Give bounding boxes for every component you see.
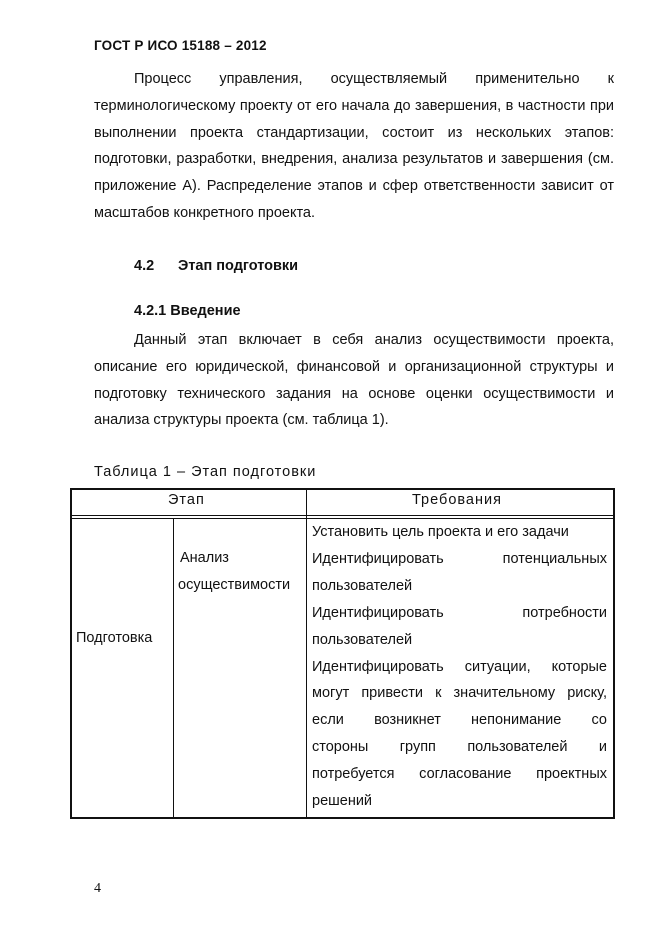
table-caption: Таблица 1 – Этап подготовки	[94, 464, 317, 480]
column-header-stage: Этап	[168, 492, 205, 508]
requirement-line: Идентифицировать ситуации, которые	[312, 658, 607, 675]
substage-line-1: Анализ	[180, 550, 229, 566]
section-title: Этап подготовки	[178, 258, 299, 274]
table-col-divider	[306, 488, 307, 819]
table-border-left	[70, 488, 72, 819]
preparation-table	[70, 488, 615, 819]
table-subcol-divider	[173, 518, 174, 819]
requirement-line: Идентифицировать потенциальных	[312, 550, 607, 567]
requirement-line: Идентифицировать потребности	[312, 604, 607, 621]
requirement-line: если возникнет непонимание со	[312, 712, 607, 729]
table-border-right	[613, 488, 615, 819]
table-border-bottom	[70, 817, 615, 819]
document-header: ГОСТ Р ИСО 15188 – 2012	[94, 38, 267, 53]
column-header-requirements: Требования	[412, 492, 502, 508]
subsection-paragraph: Данный этап включает в себя анализ осуществимости проекта, описание его юридической, финансовой и организационной структуры и подготовку технического задания на основе оценки осуществимости и анализа структуры проекта (см. таблица 1).	[94, 332, 614, 429]
table-border-top	[70, 488, 615, 490]
section-number: 4.2	[134, 258, 155, 274]
requirement-line: пользователей	[312, 577, 413, 594]
table-header-rule	[70, 515, 615, 516]
substage-line-2: осуществимости	[178, 577, 291, 593]
requirement-line: стороны групп пользователей и	[312, 739, 607, 756]
requirement-line: пользователей	[312, 631, 413, 648]
requirement-line: решений	[312, 793, 373, 810]
requirement-line: могут привести к значительному риску,	[312, 685, 607, 702]
requirements-cell	[312, 519, 607, 815]
page-number: 4	[94, 881, 101, 896]
requirement-line: Установить цель проекта и его задачи	[312, 524, 569, 540]
requirement-line: потребуется согласование проектных	[312, 766, 607, 783]
stage-cell: Подготовка	[76, 630, 153, 646]
subsection-heading: 4.2.1 Введение	[134, 303, 241, 319]
intro-paragraph: Процесс управления, осуществляемый применительно к терминологическому проекту от его начала до завершения, в частности при выполнении проекта стандартизации, состоит из нескольких этапов: подготовки, разработки, внедрения, анализа результатов и завершения (см. приложение А). Распределение этапов и сфер ответственности зависит от масштабов конкретного проекта.	[94, 71, 614, 221]
